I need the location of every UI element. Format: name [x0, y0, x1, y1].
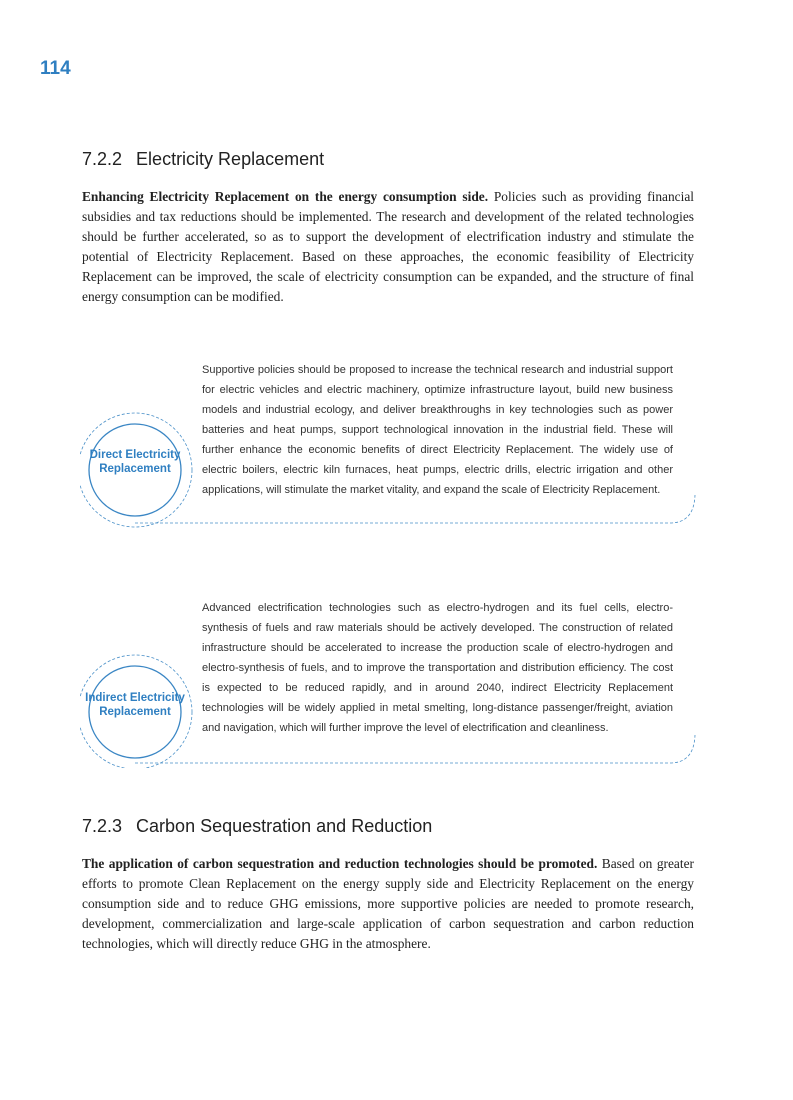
section-title: Carbon Sequestration and Reduction: [136, 816, 433, 836]
body-text: Policies such as providing financial subsidies and tax reductions should be implemented. The research and development of the related technologies should be further accelerated, so as to support the development of electrification industry and stimulate the potential of Electricity Replacement. Based on these approaches, the economic feasibility of Electricity Replacement can be improved, the scale of electricity consumption can be expanded, and the structure of final energy consumption can be modified.: [82, 189, 694, 304]
lead-sentence: Enhancing Electricity Replacement on the energy consumption side.: [82, 189, 489, 204]
section-heading-7-2-3: [82, 816, 432, 837]
section-heading-7-2-2: [82, 149, 324, 170]
box-text: Supportive policies should be proposed to increase the technical research and industrial support for electric vehicles and electric machinery, optimize infrastructure layout, build new business models and industrial ecology, and deliver breakthroughs in key technologies such as power batteries and heat pumps, support technological innovation in the industrial field. These will further enhance the economic benefits of direct Electricity Replacement. The widely use of electric boilers, electric kiln furnaces, heat pumps, electric drills, electric irrigation and other applications, will stimulate the market vitality, and expand the scale of Electricity Replacement.: [202, 364, 673, 496]
indirect-replacement-box: [80, 598, 700, 768]
page-number: 114: [40, 58, 71, 79]
section-paragraph: [82, 187, 694, 307]
section-title: Electricity Replacement: [136, 149, 325, 169]
box-text: Advanced electrification technologies such as electro-hydrogen and its fuel cells, electro-synthesis of fuels and raw materials should be actively developed. The construction of related infrastructure should be accelerated to increase the production scale of electro-hydrogen and electro-synthesis of fuels, and to improve the transportation and distribution efficiency. The cost is expected to be reduced rapidly, and in around 2040, indirect Electricity Replacement technologies will be widely applied in metal smelting, long-distance passenger/freight, aviation and navigation, which will further improve the level of electrification and cleanliness.: [202, 602, 673, 734]
box-label: Direct Electricity Replacement: [89, 449, 181, 475]
section-paragraph: [82, 854, 694, 954]
lead-sentence: The application of carbon sequestration and reduction technologies should be promoted.: [82, 856, 598, 871]
body-text: Based on greater efforts to promote Clean Replacement on the energy supply side and Electricity Replacement on the energy consumption side and to reduce GHG emissions, more supportive policies are needed to promote research, development, commercialization and large-scale application of carbon sequestration and carbon reduction technologies, which will directly reduce GHG in the atmosphere.: [82, 856, 694, 951]
direct-replacement-box: [80, 360, 700, 530]
box-label: Indirect Electricity Replacement: [85, 692, 185, 718]
section-number: 7.2.3: [82, 816, 123, 836]
section-number: 7.2.2: [82, 149, 123, 169]
